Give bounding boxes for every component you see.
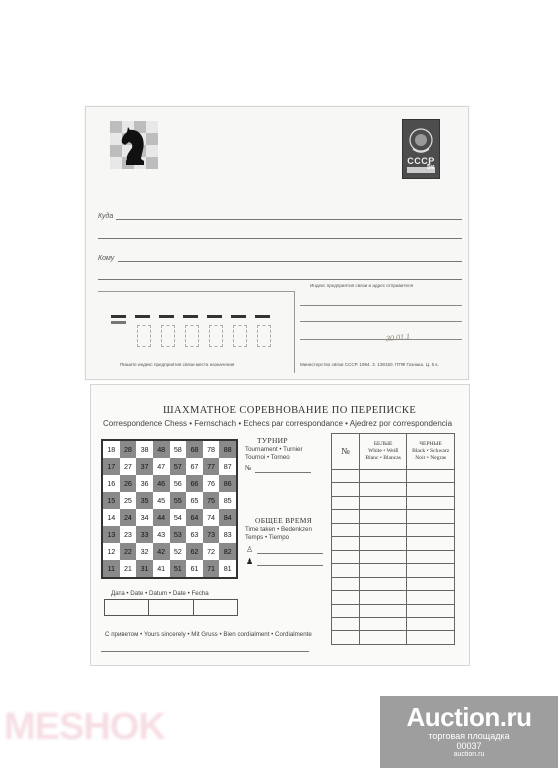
address-line-2 (98, 238, 462, 239)
white-time-line (257, 553, 323, 554)
white-move-cell[interactable] (359, 537, 406, 550)
tournament-number-label: № (245, 465, 252, 472)
black-move-cell[interactable] (407, 617, 455, 630)
board-square: 62 (186, 543, 203, 560)
move-number-cell[interactable] (332, 496, 360, 509)
tournament-label-ru: ТУРНИР (257, 436, 288, 445)
zip-stroke-sample (111, 321, 126, 324)
move-number-cell[interactable] (332, 577, 360, 590)
move-number-cell[interactable] (332, 523, 360, 536)
board-square: 87 (219, 458, 236, 475)
postage-stamp (402, 119, 440, 179)
move-number-cell[interactable] (332, 483, 360, 496)
white-move-cell[interactable] (359, 577, 406, 590)
auction-host: auction.ru (453, 751, 485, 758)
move-number-cell[interactable] (332, 591, 360, 604)
black-move-cell[interactable] (407, 550, 455, 563)
white-move-cell[interactable] (359, 617, 406, 630)
auction-watermark (380, 696, 558, 768)
zip-digit-box (233, 325, 247, 347)
address-whom-label: Кому (98, 255, 115, 262)
white-move-cell[interactable] (359, 591, 406, 604)
board-square: 83 (219, 526, 236, 543)
form-title-ru: ШАХМАТНОЕ СОРЕВНОВАНИЕ ПО ПЕРЕПИСКЕ (163, 405, 417, 416)
move-number-cell[interactable] (332, 564, 360, 577)
score-sheet-table (331, 433, 455, 645)
tournament-label-multi2: Tournoi • Torneo (245, 454, 290, 461)
score-row (332, 537, 455, 550)
black-move-cell[interactable] (407, 496, 455, 509)
date-box-day[interactable] (105, 600, 149, 616)
tournament-label-multi1: Tournament • Turnier (245, 446, 303, 453)
board-square: 53 (170, 526, 187, 543)
meshok-watermark: MESHOK (4, 706, 165, 748)
board-square: 46 (153, 475, 170, 492)
zip-guide-bar (135, 315, 150, 318)
col-black (407, 434, 455, 470)
black-move-cell[interactable] (407, 523, 455, 536)
board-square: 56 (170, 475, 187, 492)
board-square: 78 (203, 441, 220, 458)
publisher-note: Министерство связи СССР. 1984. 3. 138150. ППФ Гознака. Ц. 5 к. (300, 362, 439, 367)
board-square: 28 (120, 441, 137, 458)
move-number-cell[interactable] (332, 470, 360, 483)
closing-text: С приветом • Yours sincerely • Mit Gruss • Bien cordialment • Cordialmente (105, 631, 312, 638)
board-square: 18 (103, 441, 120, 458)
white-move-cell[interactable] (359, 564, 406, 577)
white-move-cell[interactable] (359, 496, 406, 509)
time-label-ru: ОБЩЕЕ ВРЕМЯ (255, 516, 313, 525)
zip-guide-bar (159, 315, 174, 318)
board-square: 88 (219, 441, 236, 458)
score-row (332, 510, 455, 523)
board-square: 73 (203, 526, 220, 543)
chess-board-notation-grid (101, 439, 238, 579)
board-square: 85 (219, 492, 236, 509)
move-number-cell[interactable] (332, 537, 360, 550)
col-black-multi1: Black • Schwarz (412, 448, 450, 455)
score-row (332, 617, 455, 630)
board-square: 64 (186, 509, 203, 526)
board-square: 15 (103, 492, 120, 509)
board-square: 12 (103, 543, 120, 560)
zip-guide-bar-left (111, 315, 126, 318)
board-square: 82 (219, 543, 236, 560)
board-square: 11 (103, 560, 120, 577)
zip-digit-box (137, 325, 151, 347)
move-number-cell[interactable] (332, 617, 360, 630)
board-square: 51 (170, 560, 187, 577)
board-square: 25 (120, 492, 137, 509)
board-square: 26 (120, 475, 137, 492)
score-row (332, 631, 455, 645)
date-boxes (104, 599, 238, 616)
board-square: 77 (203, 458, 220, 475)
col-white-multi1: White • Weiß (368, 448, 399, 455)
zip-digit-box (209, 325, 223, 347)
black-pawn-icon: ♟ (246, 557, 254, 566)
zip-guide-bar (207, 315, 222, 318)
zip-guide-bar (255, 315, 270, 318)
board-square: 58 (170, 441, 187, 458)
black-move-cell[interactable] (407, 631, 455, 645)
sender-line-1 (300, 305, 462, 306)
stamp-country: СССР (407, 156, 435, 166)
board-square: 14 (103, 509, 120, 526)
col-move-number: № (332, 434, 360, 470)
zip-digit-box (257, 325, 271, 347)
chess-knight-logo-icon (110, 121, 158, 169)
board-square: 75 (203, 492, 220, 509)
black-move-cell[interactable] (407, 577, 455, 590)
score-row (332, 591, 455, 604)
board-square: 47 (153, 458, 170, 475)
col-white (359, 434, 406, 470)
col-white-multi2: Blanc • Blancas (365, 454, 401, 461)
board-square: 54 (170, 509, 187, 526)
score-row (332, 564, 455, 577)
sender-index-note: Индекс предприятия связи и адрес отправителя (310, 283, 414, 288)
board-square: 52 (170, 543, 187, 560)
board-square: 74 (203, 509, 220, 526)
board-square: 37 (136, 458, 153, 475)
score-row (332, 550, 455, 563)
board-square: 23 (120, 526, 137, 543)
sender-section-divider (294, 291, 295, 373)
correspondence-chess-form (90, 384, 470, 666)
move-number-cell[interactable] (332, 550, 360, 563)
auction-lot-number: 00037 (456, 741, 482, 751)
board-square: 16 (103, 475, 120, 492)
board-square: 61 (186, 560, 203, 577)
stamp-value: 5к (427, 164, 435, 171)
zip-digit-box (161, 325, 175, 347)
board-square: 76 (203, 475, 220, 492)
board-square: 13 (103, 526, 120, 543)
board-square: 34 (136, 509, 153, 526)
board-square: 66 (186, 475, 203, 492)
zip-guide-bar (231, 315, 246, 318)
date-box-month[interactable] (149, 600, 193, 616)
col-black-multi2: Noir • Negras (415, 454, 447, 461)
score-row (332, 496, 455, 509)
board-square: 44 (153, 509, 170, 526)
board-square: 24 (120, 509, 137, 526)
board-square: 48 (153, 441, 170, 458)
score-rows (332, 470, 455, 645)
auction-brand: Auction.ru (406, 702, 532, 732)
board-square: 21 (120, 560, 137, 577)
address-to-label: Куда (98, 213, 114, 220)
col-white-ru: БЕЛЫЕ (373, 441, 393, 448)
board-square: 35 (136, 492, 153, 509)
board-square: 43 (153, 526, 170, 543)
black-move-cell[interactable] (407, 470, 455, 483)
tournament-number-line (255, 472, 311, 473)
board-square: 65 (186, 492, 203, 509)
board-square: 86 (219, 475, 236, 492)
time-label-multi2: Temps • Tiempo (245, 534, 290, 541)
col-black-ru: ЧЕРНЫЕ (419, 441, 442, 448)
board-square: 32 (136, 543, 153, 560)
address-line-3 (118, 261, 462, 262)
board-square: 17 (103, 458, 120, 475)
board-square: 67 (186, 458, 203, 475)
sender-line-3 (300, 339, 462, 340)
black-time-line (257, 565, 323, 566)
white-move-cell[interactable] (359, 470, 406, 483)
envelope-front (85, 106, 469, 380)
score-row (332, 604, 455, 617)
score-row (332, 483, 455, 496)
board-square: 84 (219, 509, 236, 526)
white-move-cell[interactable] (359, 510, 406, 523)
board-square: 81 (219, 560, 236, 577)
black-move-cell[interactable] (407, 564, 455, 577)
zip-digit-box (185, 325, 199, 347)
white-pawn-icon: ♙ (246, 545, 254, 554)
white-move-cell[interactable] (359, 483, 406, 496)
board-square: 68 (186, 441, 203, 458)
date-label: Дата • Date • Datum • Date • Fecha (111, 590, 209, 597)
score-row (332, 470, 455, 483)
board-square: 27 (120, 458, 137, 475)
board-square: 33 (136, 526, 153, 543)
move-number-cell[interactable] (332, 631, 360, 645)
white-move-cell[interactable] (359, 604, 406, 617)
board-square: 57 (170, 458, 187, 475)
white-move-cell[interactable] (359, 550, 406, 563)
board-square: 41 (153, 560, 170, 577)
board-square: 45 (153, 492, 170, 509)
white-move-cell[interactable] (359, 631, 406, 645)
board-square: 31 (136, 560, 153, 577)
board-square: 72 (203, 543, 220, 560)
board-square: 42 (153, 543, 170, 560)
board-square: 55 (170, 492, 187, 509)
zip-guide-bar (183, 315, 198, 318)
score-row (332, 577, 455, 590)
board-square: 36 (136, 475, 153, 492)
zip-instruction: Пишите индекс предприятия связи места назначения (120, 362, 235, 367)
address-line-4 (98, 279, 462, 280)
black-move-cell[interactable] (407, 537, 455, 550)
zip-section-divider (98, 291, 294, 292)
black-move-cell[interactable] (407, 604, 455, 617)
black-move-cell[interactable] (407, 510, 455, 523)
board-square: 22 (120, 543, 137, 560)
date-box-year[interactable] (193, 600, 237, 616)
board-square: 71 (203, 560, 220, 577)
signature-line (101, 651, 309, 652)
white-move-cell[interactable] (359, 523, 406, 536)
black-move-cell[interactable] (407, 483, 455, 496)
sender-line-2 (300, 321, 462, 322)
black-move-cell[interactable] (407, 591, 455, 604)
board-square: 63 (186, 526, 203, 543)
handwritten-note: 30.01.1 (385, 331, 411, 344)
move-number-cell[interactable] (332, 510, 360, 523)
score-row (332, 523, 455, 536)
time-label-multi1: Time taken • Bedenkzen (245, 526, 312, 533)
board-square: 38 (136, 441, 153, 458)
form-title-multilingual: Correspondence Chess • Fernschach • Echecs par correspondance • Ajedrez por correspondencia (103, 419, 453, 428)
move-number-cell[interactable] (332, 604, 360, 617)
auction-subtitle: торговая площадка (428, 731, 510, 741)
address-line-1 (116, 219, 462, 220)
